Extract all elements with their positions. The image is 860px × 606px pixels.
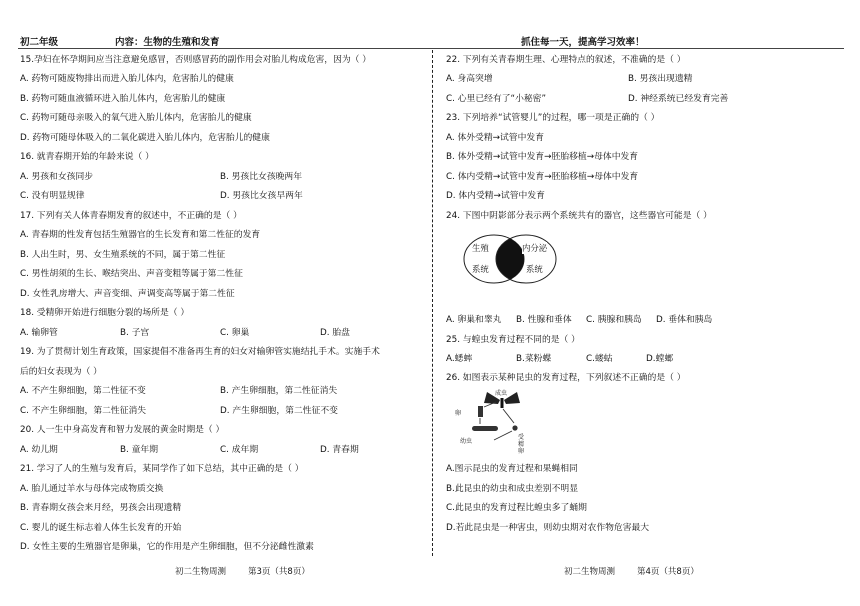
question-17-option-c: C. 男性胡须的生长、喉结突出、声音变粗等属于第二性征: [20, 269, 243, 279]
grade-label: 初二年级: [20, 37, 59, 48]
question-18-option-a: A. 输卵管: [20, 328, 58, 338]
venn-diagram: [456, 232, 566, 286]
question-19-stem: 19. 为了贯彻计划生育政策，国家提倡不准备再生育的妇女对输卵管实施结扎手术。实施手术: [20, 347, 380, 357]
question-18-option-d: D. 胎盘: [320, 328, 350, 338]
larva-icon: [472, 426, 498, 431]
question-19-option-c: C. 不产生卵细胞，第二性征消失: [20, 406, 147, 416]
question-24-option-a: A. 卵巢和睾丸: [446, 315, 502, 325]
question-15-option-b: B. 药物可随血液循环进入胎儿体内，危害胎儿的健康: [20, 94, 226, 104]
question-24-option-d: D. 垂体和胰岛: [656, 315, 713, 325]
footer-right: [564, 565, 699, 577]
question-16-option-c: C. 没有明显规律: [20, 191, 85, 201]
question-17-option-b: B. 人出生时，男、女生殖系统的不同，属于第二性征: [20, 250, 226, 260]
venn-left-label-bottom: 系统: [472, 264, 489, 274]
question-17-option-d: D. 女性乳房增大、声音变细、声调变高等属于第二性征: [20, 289, 235, 299]
question-22-option-b: B. 男孩出现遗精: [628, 74, 693, 84]
question-20-option-d: D. 青春期: [320, 445, 359, 455]
question-18-option-c: C. 卵巢: [220, 328, 250, 338]
question-23-option-b: B. 体外受精→试管中发育→胚胎移植→母体中发育: [446, 152, 639, 162]
question-24-option-b: B. 性腺和垂体: [516, 315, 572, 325]
question-21-option-a: A. 胎儿通过羊水与母体完成物质交换: [20, 484, 164, 494]
lifecycle-egg-label: 卵: [455, 410, 462, 417]
question-23-stem: 23. 下列培养“试管婴儿”的过程，哪一项是正确的（ ）: [446, 113, 660, 123]
lifecycle-larva-label: 幼虫: [460, 438, 473, 445]
venn-left-label-top: 生殖: [472, 243, 489, 253]
header-divider: [18, 48, 844, 49]
question-16-option-d: D. 男孩比女孩早两年: [220, 191, 303, 201]
question-21-stem: 21. 学习了人的生殖与发育后，某同学作了如下总结，其中正确的是（ ）: [20, 464, 304, 474]
question-17-stem: 17. 下列有关人体青春期发育的叙述中，不正确的是（ ）: [20, 211, 242, 221]
question-25-option-b: B.菜粉蝶: [516, 354, 552, 364]
venn-right-label-top: 内分泌: [522, 243, 548, 253]
footer-left: [175, 565, 310, 577]
question-20-option-a: A. 幼儿期: [20, 445, 58, 455]
question-25-option-a: A.蟋蟀: [446, 354, 473, 364]
question-21-option-c: C. 婴儿的诞生标志着人体生长发育的开始: [20, 523, 182, 533]
question-26-option-c: C.此昆虫的发育过程比蝗虫多了蛹期: [446, 503, 587, 513]
question-23-option-d: D. 体内受精→试管中发育: [446, 191, 545, 201]
question-20-option-b: B. 童年期: [120, 445, 159, 455]
footer-right-page: 第4页（共8页）: [637, 567, 699, 577]
question-19-option-a: A. 不产生卵细胞，第二性征不变: [20, 386, 146, 396]
question-16-stem: 16. 就青春期开始的年龄来说（ ）: [20, 152, 154, 162]
question-25-stem: 25. 与蝗虫发育过程不同的是（ ）: [446, 335, 580, 345]
question-19-stem-continued: 后的妇女表现为（ ）: [20, 367, 102, 377]
lifecycle-fertilized-egg-label: 受精卵: [518, 434, 525, 455]
question-18-stem: 18. 受精卵开始进行细胞分裂的场所是（ ）: [20, 308, 190, 318]
question-16-option-b: B. 男孩比女孩晚两年: [220, 172, 303, 182]
question-20-stem: 20. 人一生中身高发育和智力发展的黄金时期是（ ）: [20, 425, 225, 435]
question-22-option-d: D. 神经系统已经发育完善: [628, 94, 729, 104]
question-23-option-a: A. 体外受精→试管中发育: [446, 133, 544, 143]
question-15-stem: 15.孕妇在怀孕期间应当注意避免感冒，否则感冒药的副作用会对胎儿构成危害，因为（ ）: [20, 55, 372, 65]
question-26-option-a: A.图示昆虫的发育过程和果蝇相同: [446, 464, 578, 474]
question-19-option-b: B. 产生卵细胞，第二性征消失: [220, 386, 338, 396]
footer-right-name: 初二生物周测: [564, 567, 616, 577]
lifecycle-adult-label: 成虫: [495, 390, 508, 397]
question-19-option-d: D. 产生卵细胞，第二性征不变: [220, 406, 338, 416]
question-15-option-a: A. 药物可随废物排出而进入胎儿体内，危害胎儿的健康: [20, 74, 234, 84]
question-22-option-a: A. 身高突增: [446, 74, 493, 84]
question-15-option-c: C. 药物可随母亲吸入的氧气进入胎儿体内，危害胎儿的健康: [20, 113, 252, 123]
question-16-option-a: A. 男孩和女孩同步: [20, 172, 94, 182]
question-21-option-d: D. 女性主要的生殖器官是卵巢，它的作用是产生卵细胞，但不分泌雌性激素: [20, 542, 314, 552]
question-26-stem: 26. 如图表示某种昆虫的发育过程，下列叙述不正确的是（ ）: [446, 373, 686, 383]
lifecycle-arrows: [480, 402, 514, 440]
question-26-option-d: D.若此昆虫是一种害虫，则幼虫期对农作物危害最大: [446, 523, 650, 533]
question-24-option-c: C. 胰腺和胰岛: [586, 315, 642, 325]
question-25-option-d: D.螳螂: [646, 354, 674, 364]
question-26-option-b: B.此昆虫的幼虫和成虫差别不明显: [446, 484, 578, 494]
question-22-option-c: C. 心里已经有了“小秘密”: [446, 94, 547, 104]
venn-right-label-bottom: 系统: [526, 264, 543, 274]
fertilized-egg-icon: [512, 425, 517, 430]
question-25-option-c: C.蝼蛄: [586, 354, 613, 364]
question-17-option-a: A. 青春期的性发育包括生殖器官的生长发育和第二性征的发育: [20, 230, 261, 240]
footer-left-name: 初二生物周测: [175, 567, 227, 577]
question-23-option-c: C. 体内受精→试管中发育→胚胎移植→母体中发育: [446, 172, 639, 182]
footer-left-page: 第3页（共8页）: [248, 567, 310, 577]
topic-label: 内容：生物的生殖和发育: [115, 37, 220, 48]
column-divider: [432, 50, 433, 556]
question-21-option-b: B. 青春期女孩会来月经，男孩会出现遗精: [20, 503, 182, 513]
slogan-label: 抓住每一天，提高学习效率！: [521, 37, 645, 48]
question-24-stem: 24. 下图中阴影部分表示两个系统共有的器官，这些器官可能是（ ）: [446, 211, 712, 221]
egg-icon: [478, 406, 483, 417]
question-15-option-d: D. 药物可随母体吸入的二氧化碳进入胎儿体内，危害胎儿的健康: [20, 133, 270, 143]
question-22-stem: 22. 下列有关青春期生理、心理特点的叙述，不准确的是（ ）: [446, 55, 686, 65]
question-20-option-c: C. 成年期: [220, 445, 259, 455]
question-18-option-b: B. 子宫: [120, 328, 150, 338]
